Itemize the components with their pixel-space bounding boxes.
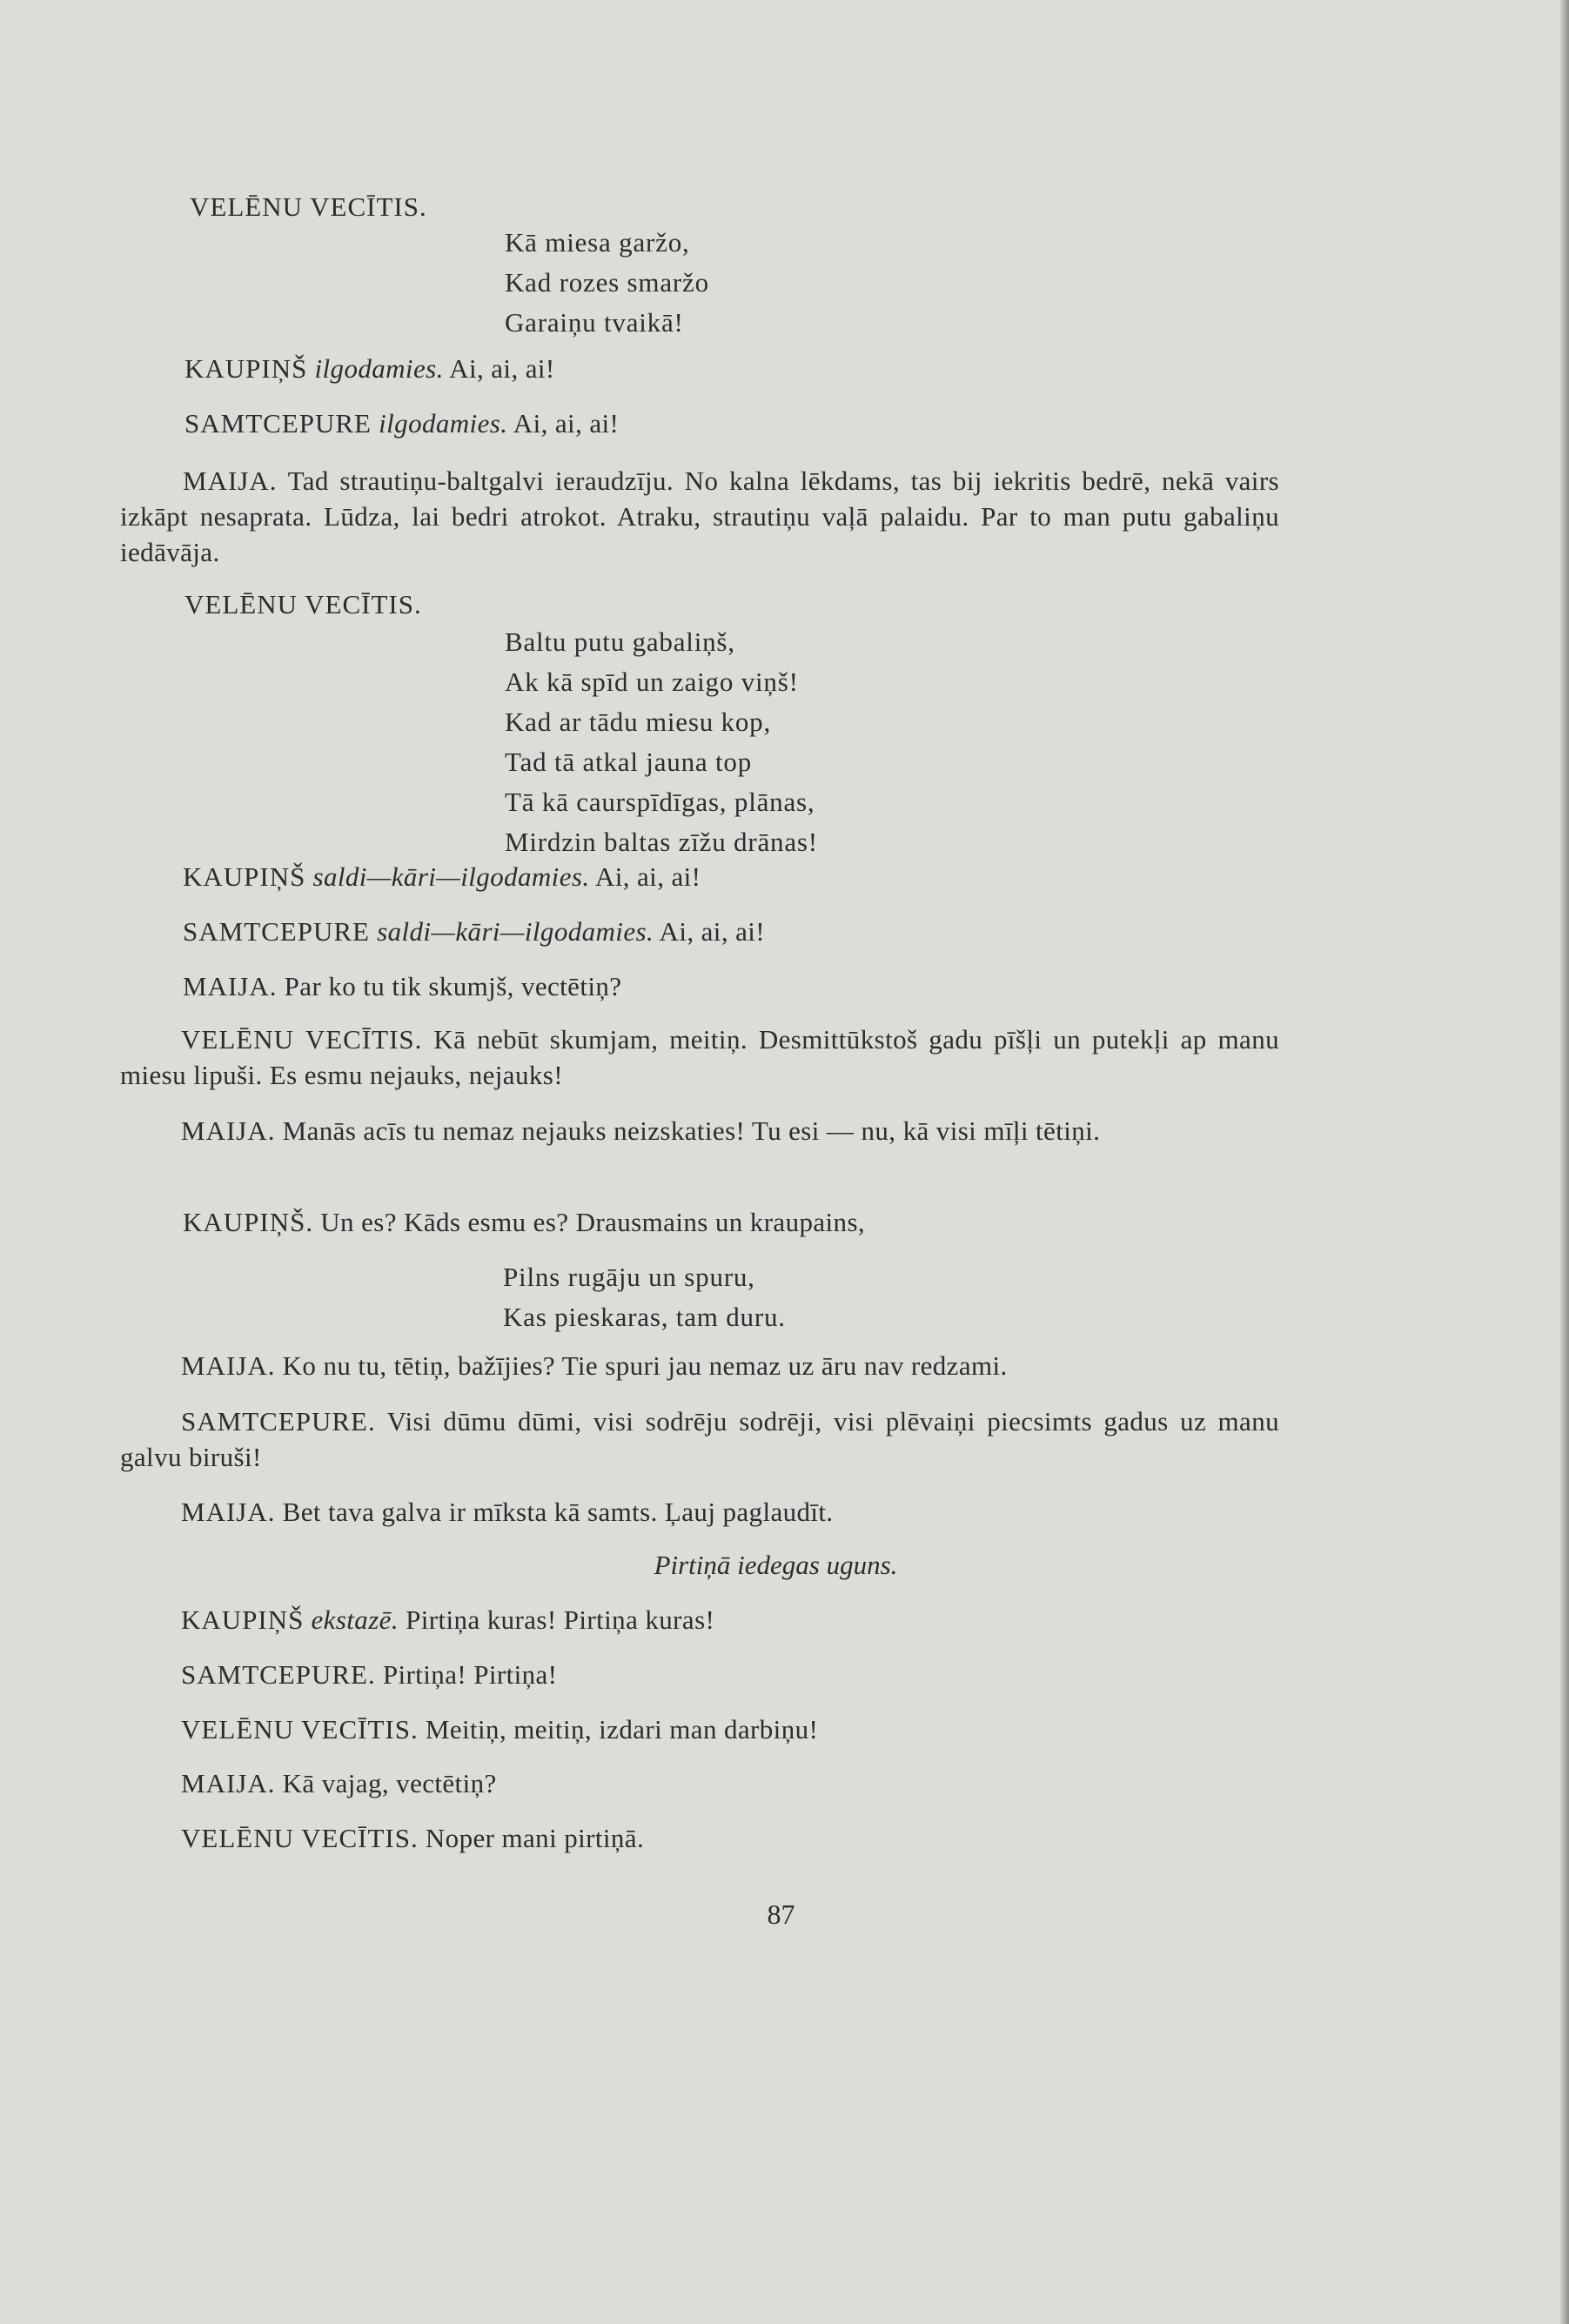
verse-block bbox=[505, 223, 709, 343]
verse-line: Kad ar tādu miesu kop, bbox=[505, 707, 771, 737]
dialogue-line bbox=[181, 1821, 644, 1856]
verse-line: Ak kā spīd un zaigo viņš! bbox=[505, 666, 799, 697]
speaker-name: VELĒNU VECĪTIS. bbox=[181, 1714, 419, 1745]
verse-line: Tā kā caurspīdīgas, plānas, bbox=[505, 787, 815, 817]
speaker-name: SAMTCEPURE bbox=[184, 408, 372, 439]
dialogue-line bbox=[181, 1658, 557, 1692]
dialogue-text: Visi dūmu dūmi, visi sodrēju sodrēji, visi plēvaiņi piecsimts gadus uz manu galvu biruši! bbox=[120, 1406, 1279, 1472]
stage-direction: ilgodamies. bbox=[314, 353, 444, 384]
verse-line: Mirdzin baltas zīžu drānas! bbox=[505, 827, 818, 857]
speaker-name: SAMTCEPURE. bbox=[181, 1659, 376, 1690]
dialogue-line bbox=[181, 1766, 497, 1801]
verse-block bbox=[505, 622, 818, 862]
speaker-name: KAUPIŅŠ bbox=[183, 861, 306, 892]
verse-line: Tad tā atkal jauna top bbox=[505, 747, 752, 777]
speaker-name: SAMTCEPURE. bbox=[181, 1406, 376, 1437]
speaker-name: MAIJA. bbox=[181, 1350, 276, 1381]
speaker-name: VELĒNU VECĪTIS. bbox=[181, 1024, 423, 1055]
speaker-name: VELĒNU VECĪTIS. bbox=[181, 1823, 419, 1853]
speaker-name: KAUPIŅŠ bbox=[181, 1604, 305, 1635]
dialogue-text: Meitiņ, meitiņ, izdari man darbiņu! bbox=[425, 1714, 819, 1745]
dialogue-line bbox=[181, 1712, 818, 1747]
dialogue-line bbox=[183, 860, 701, 894]
dialogue-paragraph bbox=[120, 1403, 1279, 1475]
page-number: 87 bbox=[767, 1899, 795, 1930]
dialogue-text: Bet tava galva ir mīksta kā samts. Ļauj paglaudīt. bbox=[282, 1497, 834, 1527]
dialogue-paragraph bbox=[120, 1113, 1279, 1149]
speaker-name: SAMTCEPURE bbox=[183, 916, 370, 947]
dialogue-text: Ai, ai, ai! bbox=[659, 916, 766, 947]
dialogue-line bbox=[181, 1603, 714, 1638]
stage-direction: saldi—kāri—ilgodamies. bbox=[312, 861, 590, 892]
verse-block bbox=[503, 1257, 786, 1337]
stage-direction: saldi—kāri—ilgodamies. bbox=[377, 916, 654, 947]
verse-line: Kad rozes smaržo bbox=[505, 267, 709, 298]
verse-line: Garaiņu tvaikā! bbox=[505, 307, 684, 338]
dialogue-line bbox=[183, 969, 621, 1004]
dialogue-line bbox=[183, 1205, 865, 1240]
speaker-name: KAUPIŅŠ. bbox=[183, 1207, 314, 1237]
speaker-name: MAIJA. bbox=[183, 465, 278, 496]
verse-line: Pilns rugāju un spuru, bbox=[503, 1262, 755, 1292]
dialogue-text: Pirtiņa kuras! Pirtiņa kuras! bbox=[406, 1604, 715, 1635]
dialogue-text: Manās acīs tu nemaz nejauks neizskaties! Tu esi — nu, kā visi mīļi tētiņi. bbox=[282, 1115, 1101, 1146]
dialogue-text: Un es? Kāds esmu es? Drausmains un kraupains, bbox=[320, 1207, 866, 1237]
speaker-name: KAUPIŅŠ bbox=[184, 353, 308, 384]
dialogue-line bbox=[183, 914, 765, 949]
verse-line: Kā miesa garžo, bbox=[505, 227, 690, 258]
dialogue-line bbox=[184, 352, 555, 386]
dialogue-line bbox=[181, 1495, 834, 1530]
dialogue-text: Ai, ai, ai! bbox=[513, 408, 620, 439]
dialogue-text: Ko nu tu, tētiņ, bažījies? Tie spuri jau nemaz uz āru nav redzami. bbox=[282, 1350, 1008, 1381]
dialogue-line bbox=[184, 406, 619, 441]
dialogue-paragraph bbox=[120, 463, 1279, 570]
speaker-name: MAIJA. bbox=[181, 1497, 276, 1527]
speaker-name: MAIJA. bbox=[181, 1768, 276, 1798]
stage-direction: ilgodamies. bbox=[379, 408, 508, 439]
dialogue-text: Ai, ai, ai! bbox=[594, 861, 701, 892]
dialogue-text: Pirtiņa! Pirtiņa! bbox=[382, 1659, 558, 1690]
stage-direction: ekstazē. bbox=[311, 1604, 399, 1635]
speaker-name: VELĒNU VECĪTIS. bbox=[190, 191, 427, 222]
dialogue-text: Par ko tu tik skumjš, vectētiņ? bbox=[284, 971, 622, 1001]
dialogue-text: Kā vajag, vectētiņ? bbox=[282, 1768, 497, 1798]
speaker-line bbox=[184, 587, 422, 622]
dialogue-text: Ai, ai, ai! bbox=[449, 353, 555, 384]
stage-direction-centered: Pirtiņā iedegas uguns. bbox=[654, 1550, 898, 1580]
speaker-name: MAIJA. bbox=[181, 1115, 276, 1146]
speaker-name: VELĒNU VECĪTIS. bbox=[184, 589, 422, 620]
dialogue-line bbox=[181, 1349, 1008, 1383]
verse-line: Baltu putu gabaliņš, bbox=[505, 626, 735, 657]
verse-line: Kas pieskaras, tam duru. bbox=[503, 1302, 786, 1332]
dialogue-text: Noper mani pirtiņā. bbox=[425, 1823, 645, 1853]
speaker-name: MAIJA. bbox=[183, 971, 278, 1001]
dialogue-paragraph bbox=[120, 1021, 1279, 1093]
dialogue-text: Tad strautiņu-baltgalvi ieraudzīju. No kalna lēkdams, tas bij iekritis bedrē, nekā vairs izkāpt nesaprata. Lūdza, lai bedri atrokot. Atraku, strautiņu vaļā palaidu. Par to man putu gabaliņu iedāvāja. bbox=[120, 465, 1280, 567]
page-edge-shadow bbox=[1560, 0, 1569, 2324]
dialogue-text: Kā nebūt skumjam, meitiņ. Desmittūkstoš gadu pīšļi un putekļi ap manu miesu lipuši. Es esmu nejauks, nejauks! bbox=[120, 1024, 1279, 1090]
speaker-line bbox=[190, 190, 427, 224]
